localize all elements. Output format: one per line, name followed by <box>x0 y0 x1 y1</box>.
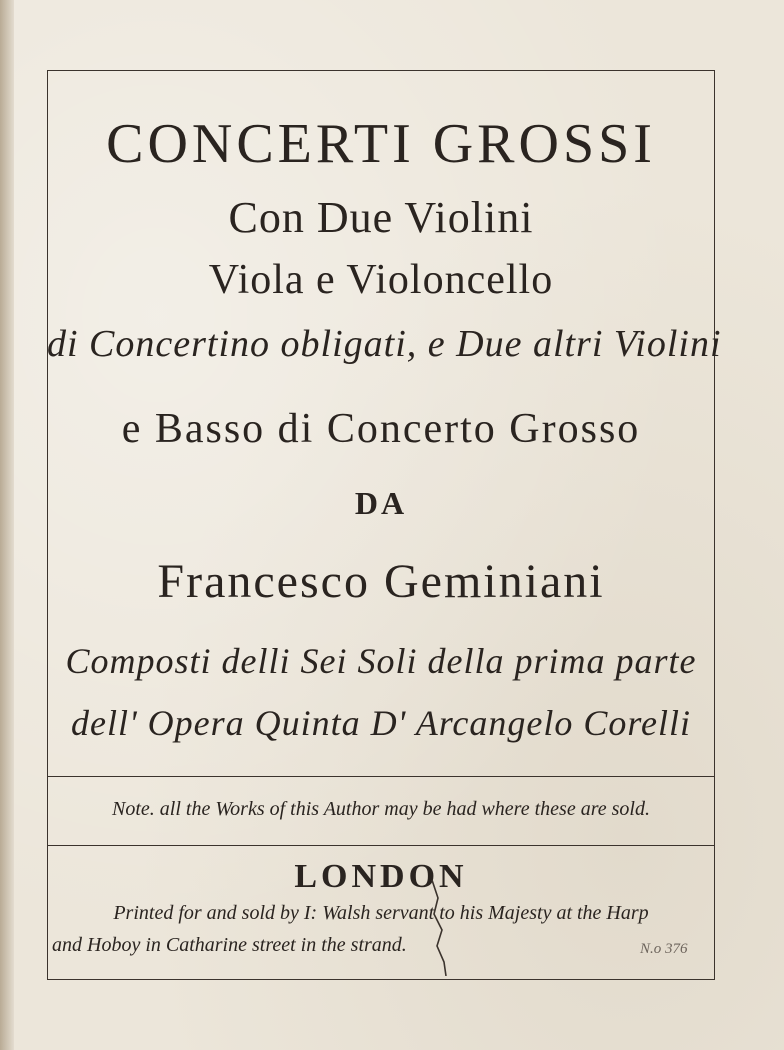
publisher-note: Note. all the Works of this Author may be had where these are sold. <box>112 798 650 820</box>
imprint-city: LONDON <box>294 858 468 895</box>
scoring-script-line: di Concertino obligati, e Due altri Violini <box>47 323 722 365</box>
imprint-line-1: Printed for and sold by I: Walsh servant to his Majesty at the Harp <box>113 902 649 924</box>
page-title: CONCERTI GROSSI <box>106 113 656 175</box>
plate-number: N.o 376 <box>640 941 688 957</box>
source-line-2: dell' Opera Quinta D' Arcangelo Corelli <box>70 703 691 743</box>
source-line-1: Composti delli Sei Soli della prima parte <box>65 641 697 681</box>
imprint-line-2: and Hoboy in Catharine street in the strand. <box>52 934 407 956</box>
scoring-basso-line: e Basso di Concerto Grosso <box>121 406 641 452</box>
composer-name: Francesco Geminiani <box>157 555 605 608</box>
da-label: DA <box>354 485 408 521</box>
divider-rule-top <box>47 776 715 777</box>
divider-rule-bottom <box>47 845 715 846</box>
subtitle-instruments-1: Con Due Violini <box>228 193 534 242</box>
paper-crease <box>428 880 452 976</box>
page-gutter-shadow <box>0 0 14 1050</box>
subtitle-instruments-2: Viola e Violoncello <box>208 257 554 303</box>
